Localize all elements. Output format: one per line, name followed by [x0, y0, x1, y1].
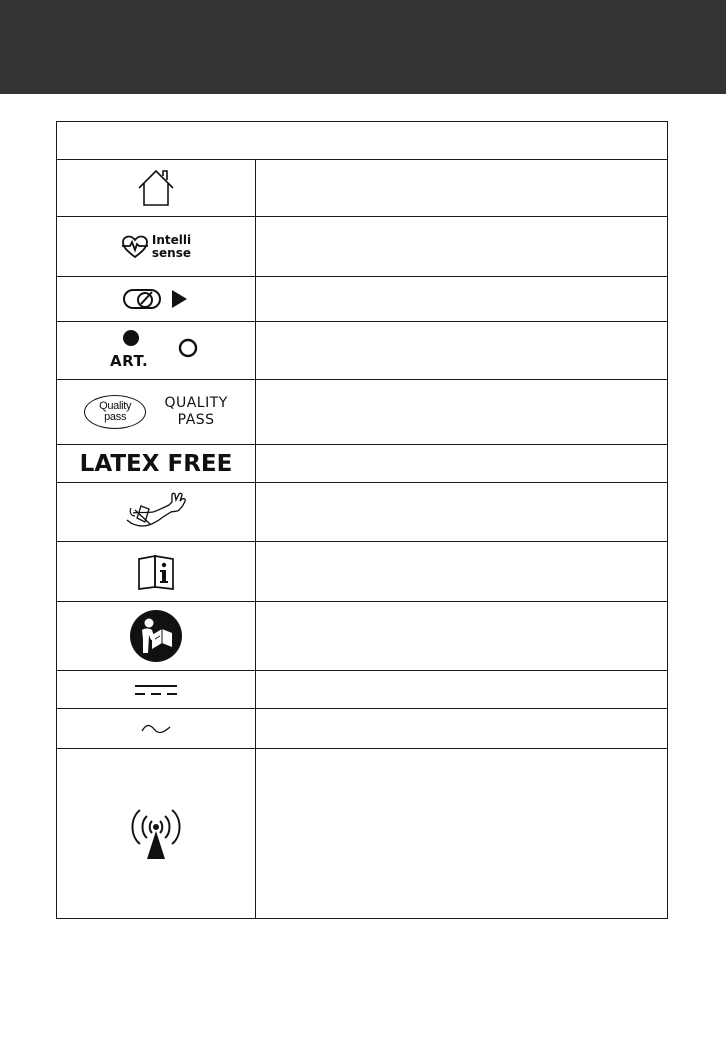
description-cell [256, 380, 667, 444]
house-icon [136, 168, 176, 208]
table-header-row [57, 122, 667, 160]
art-indicator-icon [96, 326, 216, 376]
symbol-cell [57, 709, 256, 748]
symbol-cell [57, 749, 256, 918]
table-row [57, 380, 667, 445]
quality-pass-oval-icon [84, 395, 146, 429]
heart-pulse-icon [121, 235, 149, 259]
description-cell [256, 217, 667, 276]
quality-text-line1: QUALITY [164, 395, 228, 411]
description-cell [256, 160, 667, 216]
symbol-cell [57, 380, 256, 444]
intellisense-label-line1: Intelli [151, 232, 192, 247]
description-cell [256, 322, 667, 379]
table-row [57, 671, 667, 709]
table-row [57, 160, 667, 217]
quality-pass-text [164, 395, 227, 429]
symbol-cell [57, 542, 256, 601]
table-row [57, 277, 667, 322]
arm-cuff-icon [123, 492, 189, 532]
symbol-cell [57, 483, 256, 541]
non-ionizing-radiation-icon [125, 807, 187, 861]
symbol-cell [57, 160, 256, 216]
quality-text-line2: PASS [177, 412, 215, 428]
read-manual-icon [129, 609, 183, 663]
latex-free-label: LATEX FREE [79, 450, 233, 477]
cuff-play-icon [121, 286, 191, 312]
description-cell [256, 483, 667, 541]
symbol-cell [57, 322, 256, 379]
symbol-cell [57, 277, 256, 321]
art-label: ART. [110, 351, 149, 370]
quality-oval-line1: Quality [99, 400, 132, 412]
intellisense-label [152, 234, 191, 260]
table-row [57, 483, 667, 542]
table-row [57, 445, 667, 483]
table-row [57, 749, 667, 918]
direct-current-icon [134, 683, 178, 697]
table-row [57, 217, 667, 277]
table-row [57, 322, 667, 380]
description-cell [256, 602, 667, 670]
symbol-cell [57, 671, 256, 708]
intellisense-label-line2: sense [151, 245, 191, 260]
quality-oval-line2: pass [104, 411, 127, 423]
symbol-table [56, 121, 668, 919]
table-row [57, 542, 667, 602]
description-cell [256, 671, 667, 708]
description-cell [256, 542, 667, 601]
description-cell [256, 277, 667, 321]
symbol-cell [57, 445, 256, 482]
description-cell [256, 749, 667, 918]
description-cell [256, 445, 667, 482]
description-cell [256, 709, 667, 748]
top-banner [0, 0, 726, 94]
symbol-cell [57, 602, 256, 670]
table-row [57, 602, 667, 671]
table-row [57, 709, 667, 749]
manual-info-icon [137, 554, 175, 590]
symbol-cell [57, 217, 256, 276]
alternating-current-icon [140, 722, 172, 736]
